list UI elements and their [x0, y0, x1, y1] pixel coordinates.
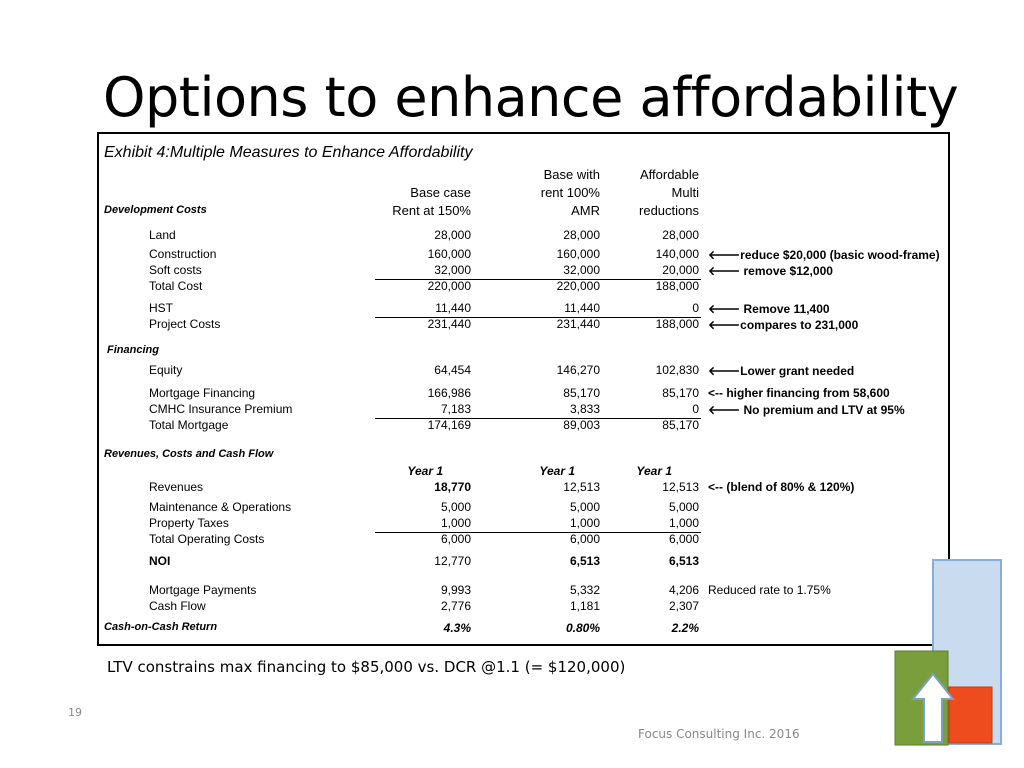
cell-affordable: 20,000 — [662, 263, 699, 277]
cell-base-case: 1,000 — [440, 516, 471, 530]
cell-rent-100: 1,181 — [569, 599, 600, 613]
row-label: Total Cost — [149, 279, 203, 293]
table-row-cash-flow — [99, 599, 948, 615]
cell-rent-100: 89,003 — [563, 418, 600, 432]
cell-rent-100: 28,000 — [563, 228, 600, 242]
cell-rent-100: 5,332 — [569, 583, 600, 597]
cell-rent-100: 32,000 — [563, 263, 600, 277]
cell-base-case: 166,986 — [427, 386, 471, 400]
page-number: 19 — [68, 706, 82, 719]
header-line: AMR — [571, 203, 600, 218]
cell-rent-100: 1,000 — [569, 516, 600, 530]
table-row-equity — [99, 363, 948, 379]
cell-affordable: Year 1 — [636, 464, 672, 478]
table-row-soft-costs — [99, 263, 948, 279]
table-row-total-cost — [99, 279, 948, 295]
row-note: 🡐 remove $12,000 — [708, 264, 833, 278]
row-label: Construction — [149, 247, 217, 261]
section-header-row — [99, 344, 948, 360]
table-row-cmhc-premium — [99, 402, 948, 418]
cell-affordable: 12,513 — [662, 480, 699, 494]
cell-affordable: 4,206 — [668, 583, 699, 597]
table-row-hst — [99, 301, 948, 317]
cell-base-case: 12,770 — [434, 554, 471, 568]
cell-affordable: 6,513 — [668, 554, 699, 568]
row-note: 🡐reduce $20,000 (basic wood-frame) — [708, 248, 940, 262]
row-note: Reduced rate to 1.75% — [708, 583, 831, 597]
cell-base-case: 174,169 — [427, 418, 471, 432]
house-arrow-logo-icon — [893, 556, 1003, 748]
cell-affordable: 5,000 — [668, 500, 699, 514]
ltv-caption: LTV constrains max financing to $85,000 vs. DCR @1.1 (= $120,000) — [107, 658, 626, 676]
row-label: Total Mortgage — [149, 418, 229, 432]
row-label: Property Taxes — [149, 516, 229, 530]
row-label: Cash-on-Cash Return — [104, 621, 218, 633]
table-row-year — [99, 464, 948, 480]
cell-affordable: 140,000 — [655, 247, 699, 261]
cell-base-case: 220,000 — [427, 279, 471, 293]
section-revenues-costs-cash-flow: Revenues, Costs and Cash Flow — [104, 448, 274, 460]
row-label: Total Operating Costs — [149, 532, 265, 546]
cell-affordable: 85,170 — [662, 418, 699, 432]
cell-base-case: 160,000 — [427, 247, 471, 261]
row-label: Mortgage Payments — [149, 583, 257, 597]
cell-base-case: 9,993 — [440, 583, 471, 597]
header-line: Affordable — [639, 167, 699, 182]
cell-affordable: 0 — [692, 301, 699, 315]
footer-credit: Focus Consulting Inc. 2016 — [638, 727, 800, 741]
cell-rent-100: Year 1 — [539, 464, 575, 478]
cell-base-case: Year 1 — [407, 464, 443, 478]
row-label: NOI — [149, 554, 171, 568]
section-financing: Financing — [107, 344, 159, 356]
cell-rent-100: 146,270 — [556, 363, 600, 377]
cell-rent-100: 85,170 — [563, 386, 600, 400]
table-row-maintenance — [99, 500, 948, 516]
row-label: Project Costs — [149, 317, 221, 331]
row-label: Soft costs — [149, 263, 202, 277]
header-line: Rent at 150% — [392, 203, 471, 218]
row-note: <-- (blend of 80% & 120%) — [708, 480, 855, 494]
cell-base-case: 4.3% — [443, 621, 471, 635]
cell-rent-100: 3,833 — [569, 402, 600, 416]
cell-affordable: 6,000 — [668, 532, 699, 546]
slide-title: Options to enhance affordability — [103, 66, 959, 129]
row-note: 🡐Lower grant needed — [708, 364, 855, 378]
cell-affordable: 2.2% — [671, 621, 699, 635]
cell-base-case: 6,000 — [440, 532, 471, 546]
header-line: Base with — [543, 167, 600, 182]
cell-base-case: 32,000 — [434, 263, 471, 277]
cell-base-case: 2,776 — [440, 599, 471, 613]
header-line: rent 100% — [540, 185, 600, 200]
table-row-property-taxes — [99, 516, 948, 532]
cell-affordable: 2,307 — [668, 599, 699, 613]
table-row-mortgage-payments — [99, 583, 948, 599]
cell-base-case: 18,770 — [434, 480, 471, 494]
cell-rent-100: 5,000 — [569, 500, 600, 514]
table-row-construction — [99, 247, 948, 263]
cell-base-case: 5,000 — [440, 500, 471, 514]
cell-affordable: 0 — [692, 402, 699, 416]
table-row-total-operating — [99, 532, 948, 548]
row-label: Land — [149, 228, 176, 242]
cell-affordable: 28,000 — [662, 228, 699, 242]
header-line: reductions — [639, 203, 699, 218]
exhibit-table — [97, 132, 950, 646]
row-note: 🡐 Remove 11,400 — [708, 302, 830, 316]
table-row-cash-on-cash — [99, 621, 948, 637]
table-row-noi — [99, 554, 948, 570]
section-header-row — [99, 448, 948, 464]
table-row-mortgage-financing — [99, 386, 948, 402]
cell-rent-100: 160,000 — [556, 247, 600, 261]
row-note: 🡐compares to 231,000 — [708, 318, 859, 332]
cell-base-case: 64,454 — [434, 363, 471, 377]
row-label: Cash Flow — [149, 599, 206, 613]
cell-base-case: 231,440 — [427, 317, 471, 331]
row-note: <-- higher financing from 58,600 — [708, 386, 890, 400]
cell-base-case: 7,183 — [440, 402, 471, 416]
cell-rent-100: 220,000 — [556, 279, 600, 293]
row-label: Revenues — [149, 480, 204, 494]
exhibit-title: Exhibit 4:Multiple Measures to Enhance Affordability — [104, 144, 473, 161]
section-header-row — [99, 204, 948, 220]
section-development-costs: Development Costs — [104, 204, 207, 216]
row-label: Mortgage Financing — [149, 386, 256, 400]
header-line: Base case — [410, 185, 471, 200]
cell-affordable: 1,000 — [668, 516, 699, 530]
cell-base-case: 28,000 — [434, 228, 471, 242]
cell-affordable: 188,000 — [655, 279, 699, 293]
cell-rent-100: 231,440 — [556, 317, 600, 331]
row-label: Maintenance & Operations — [149, 500, 292, 514]
row-note: 🡐 No premium and LTV at 95% — [708, 403, 905, 417]
cell-rent-100: 12,513 — [563, 480, 600, 494]
cell-rent-100: 6,513 — [569, 554, 600, 568]
table-row-total-mortgage — [99, 418, 948, 434]
cell-affordable: 188,000 — [655, 317, 699, 331]
header-line: Multi — [671, 185, 699, 200]
row-label: CMHC Insurance Premium — [149, 402, 293, 416]
cell-affordable: 85,170 — [662, 386, 699, 400]
cell-affordable: 102,830 — [655, 363, 699, 377]
row-label: Equity — [149, 363, 183, 377]
table-row-revenues — [99, 480, 948, 496]
table-row-project-costs — [99, 317, 948, 333]
cell-rent-100: 0.80% — [565, 621, 600, 635]
table-row-land — [99, 228, 948, 244]
cell-rent-100: 11,440 — [564, 301, 600, 315]
cell-rent-100: 6,000 — [569, 532, 600, 546]
row-label: HST — [149, 301, 173, 315]
cell-base-case: 11,440 — [435, 301, 471, 315]
